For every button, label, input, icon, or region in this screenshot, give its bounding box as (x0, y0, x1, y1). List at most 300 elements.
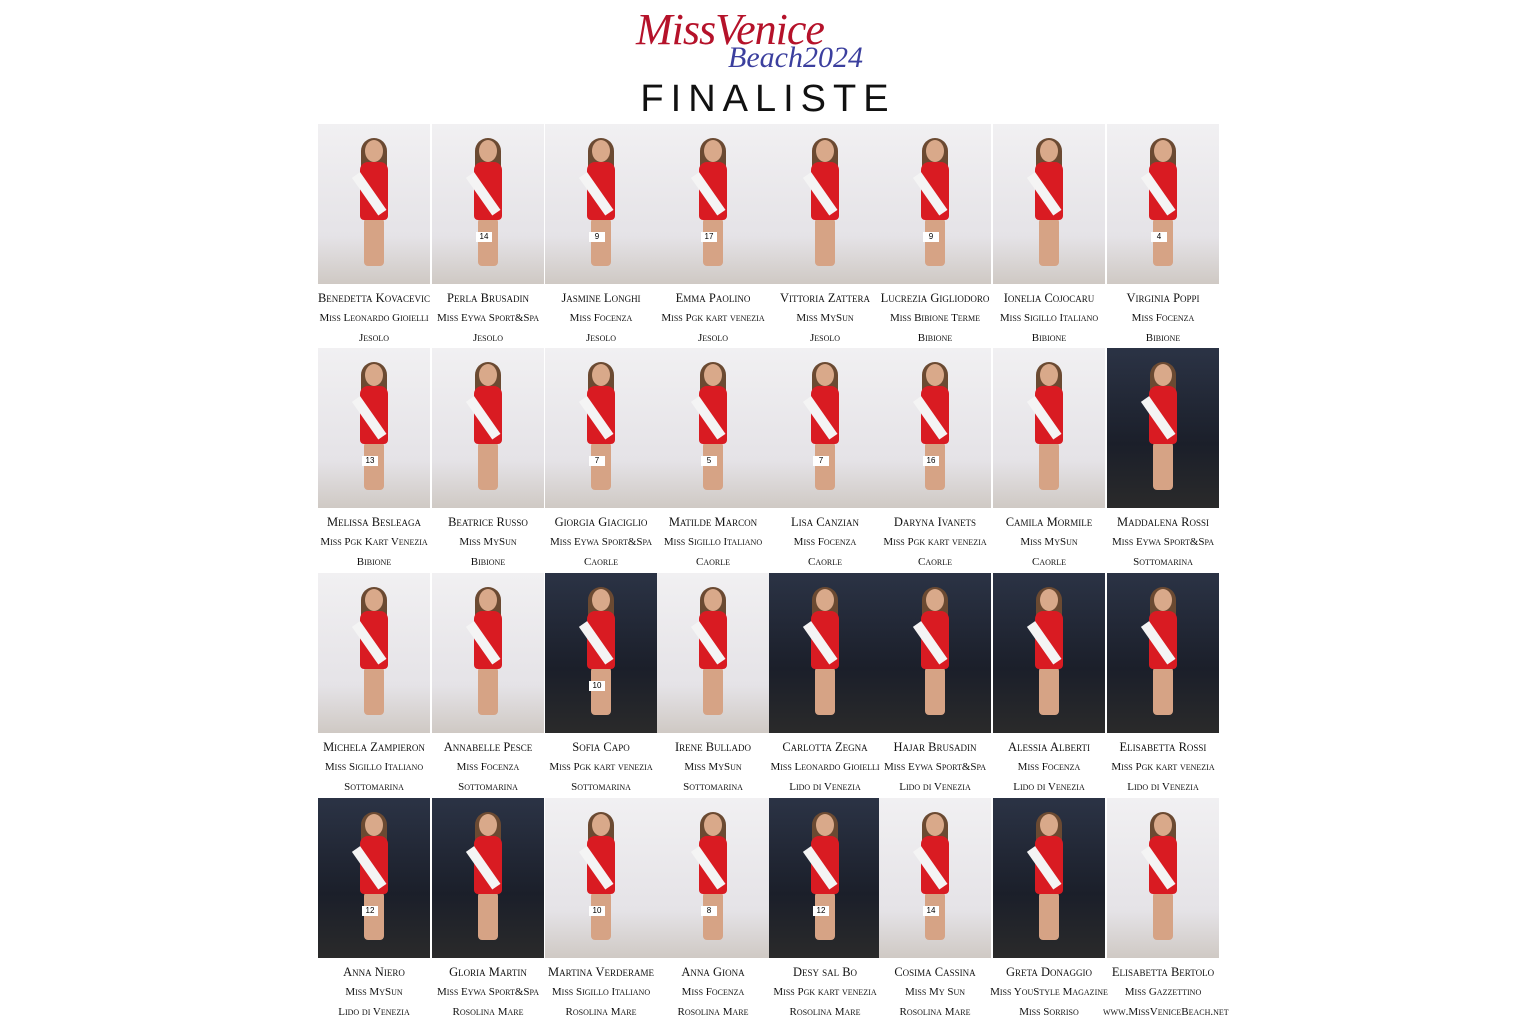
finalist-title: Miss MySun (345, 986, 403, 998)
finalist-card (879, 348, 992, 572)
finalist-place: Sottomarina (458, 781, 518, 793)
head-shape (1040, 140, 1058, 162)
finalists-row (318, 348, 1218, 572)
finalist-photo (318, 348, 430, 508)
finalist-photo (657, 798, 769, 958)
finalist-card (545, 124, 658, 348)
contestant-number: 4 (1151, 232, 1167, 242)
finalist-figure (583, 364, 619, 490)
finalist-photo (1107, 348, 1219, 508)
finalist-title: Miss Focenza (681, 986, 745, 998)
finalist-title: Miss Pgk kart venezia (1111, 761, 1215, 773)
finalist-name: Martina Verderame (548, 965, 654, 979)
finalists-row (318, 573, 1218, 797)
legs-shape (815, 218, 835, 266)
legs-shape (925, 218, 945, 266)
finalist-place: Sottomarina (1133, 556, 1193, 568)
finalist-card (1103, 798, 1229, 1022)
finalist-card (769, 573, 882, 797)
contestant-number: 7 (813, 456, 829, 466)
finalist-photo (657, 348, 769, 508)
head-shape (592, 364, 610, 386)
finalist-name: Beatrice Russo (448, 515, 528, 529)
finalist-name: Virginia Poppi (1126, 291, 1200, 305)
finalist-card (432, 348, 545, 572)
finalist-figure (470, 364, 506, 490)
finalist-name: Alessia Alberti (1008, 740, 1090, 754)
finalist-figure (917, 589, 953, 715)
finalist-place: Bibione (917, 332, 953, 344)
finalist-place: Caorle (1031, 556, 1066, 568)
finalist-name: Sofia Capo (572, 740, 630, 754)
finalist-title: Miss My Sun (904, 986, 966, 998)
finalist-title: Miss YouStyle Magazine (990, 986, 1108, 998)
finalist-photo (769, 348, 881, 508)
finalist-photo (879, 348, 991, 508)
finalist-photo (993, 348, 1105, 508)
finalist-title: Miss Eywa Sport&Spa (436, 312, 540, 324)
finalist-title: Miss Eywa Sport&Spa (436, 986, 540, 998)
finalist-title: Miss MySun (459, 536, 517, 548)
finalist-place: Jesolo (697, 332, 729, 344)
finalist-card (990, 798, 1108, 1022)
finalist-photo (769, 573, 881, 733)
finalist-figure (807, 140, 843, 266)
finalist-place: Bibione (1031, 332, 1067, 344)
finalist-title: Miss Eywa Sport&Spa (1111, 536, 1215, 548)
head-shape (926, 814, 944, 836)
finalist-name: Cosima Cassina (894, 965, 976, 979)
head-shape (1040, 589, 1058, 611)
finalist-place: Caorle (807, 556, 842, 568)
contestant-number: 16 (923, 456, 939, 466)
finalist-photo (432, 348, 544, 508)
legs-shape (1039, 442, 1059, 490)
finalist-card (545, 348, 658, 572)
finalist-photo (993, 124, 1105, 284)
page-title: FINALISTE (640, 78, 896, 120)
finalist-photo (1107, 573, 1219, 733)
finalist-figure (1145, 589, 1181, 715)
finalist-figure (1031, 589, 1067, 715)
finalist-place: Rosolina Mare (899, 1006, 971, 1018)
finalist-title: Miss Pgk kart venezia (549, 761, 653, 773)
finalist-place: Rosolina Mare (677, 1006, 749, 1018)
logo-main-text: MissVenice (636, 5, 824, 54)
finalist-name: Greta Donaggio (1006, 965, 1092, 979)
finalist-figure (583, 140, 619, 266)
finalist-figure (356, 140, 392, 266)
finalist-card (1107, 124, 1220, 348)
head-shape (816, 140, 834, 162)
finalist-card (879, 573, 992, 797)
contestant-number: 5 (701, 456, 717, 466)
finalist-caption (653, 512, 773, 572)
miss-venice-beach-logo (636, 6, 906, 76)
finalist-name: Daryna Ivanets (893, 515, 977, 529)
finalist-name: Annabelle Pesce (443, 740, 533, 754)
finalist-photo (657, 573, 769, 733)
contestant-number: 12 (813, 906, 829, 916)
finalist-place: Lido di Venezia (1013, 781, 1085, 793)
finalist-photo (318, 124, 430, 284)
finalist-caption (989, 962, 1109, 1022)
finalist-title: Miss Focenza (456, 761, 520, 773)
head-shape (365, 814, 383, 836)
finalist-place: Rosolina Mare (452, 1006, 524, 1018)
legs-shape (478, 667, 498, 715)
finalists-row (318, 798, 1229, 1022)
finalist-title: Miss Pgk Kart Venezia (320, 536, 428, 548)
finalist-place: Bibione (1145, 332, 1181, 344)
finalist-name: Maddalena Rossi (1116, 515, 1210, 529)
head-shape (592, 140, 610, 162)
finalist-name: Lisa Canzian (790, 515, 860, 529)
finalist-title: Miss Leonardo Gioielli (319, 312, 429, 324)
contestant-number: 8 (701, 906, 717, 916)
finalist-card (1107, 573, 1220, 797)
finalist-name: Michela Zampieron (323, 740, 425, 754)
legs-shape (703, 667, 723, 715)
finalists-row (318, 124, 1218, 348)
finalist-caption (653, 288, 773, 348)
finalist-name: Gloria Martin (449, 965, 527, 979)
finalist-place: Caorle (695, 556, 730, 568)
head-shape (1154, 364, 1172, 386)
legs-shape (364, 892, 384, 940)
finalist-title: Miss MySun (684, 761, 742, 773)
legs-shape (815, 442, 835, 490)
finalist-caption (1103, 288, 1223, 348)
finalist-card (993, 124, 1106, 348)
finalist-caption (875, 288, 995, 348)
finalist-caption (428, 288, 548, 348)
finalist-caption (989, 737, 1109, 797)
head-shape (479, 140, 497, 162)
legs-shape (1039, 218, 1059, 266)
finalist-place: Caorle (583, 556, 618, 568)
finalist-name: Perla Brusadin (447, 291, 529, 305)
legs-shape (925, 442, 945, 490)
finalist-name: Melissa Besleaga (326, 515, 422, 529)
finalist-place: Jesolo (585, 332, 617, 344)
finalist-card (432, 573, 545, 797)
head-shape (365, 589, 383, 611)
finalist-photo (1107, 124, 1219, 284)
legs-shape (925, 892, 945, 940)
finalist-title: Miss Pgk kart venezia (661, 312, 765, 324)
finalist-caption (989, 288, 1109, 348)
finalist-photo (545, 798, 657, 958)
head-shape (816, 589, 834, 611)
finalist-name: Emma Paolino (675, 291, 751, 305)
contestant-number: 13 (362, 456, 378, 466)
contestant-number: 7 (589, 456, 605, 466)
head-shape (365, 140, 383, 162)
finalist-caption (428, 962, 548, 1022)
finalist-photo (545, 348, 657, 508)
head-shape (704, 140, 722, 162)
finalist-title: Miss Eywa Sport&Spa (883, 761, 987, 773)
finalist-card (318, 348, 431, 572)
legs-shape (815, 892, 835, 940)
finalist-caption (541, 962, 661, 1022)
head-shape (1040, 364, 1058, 386)
finalist-figure (917, 814, 953, 940)
finalist-name: Jasmine Longhi (561, 291, 641, 305)
finalist-name: Hajar Brusadin (893, 740, 977, 754)
contestant-number: 17 (701, 232, 717, 242)
finalist-title: Miss Pgk kart venezia (773, 986, 877, 998)
contestant-number: 10 (589, 681, 605, 691)
finalist-photo (879, 798, 991, 958)
finalist-title: Miss Sigillo Italiano (551, 986, 651, 998)
finalist-title: Miss Sigillo Italiano (324, 761, 424, 773)
finalist-place: Sottomarina (683, 781, 743, 793)
head-shape (592, 814, 610, 836)
finalist-place: Lido di Venezia (899, 781, 971, 793)
finalist-card (432, 124, 545, 348)
finalist-place: Miss Sorriso (1019, 1006, 1079, 1018)
head-shape (365, 364, 383, 386)
finalist-card (318, 798, 431, 1022)
finalist-name: Desy sal Bo (792, 965, 858, 979)
legs-shape (478, 892, 498, 940)
finalist-photo (545, 124, 657, 284)
finalist-caption (653, 962, 773, 1022)
finalist-name: Anna Giona (681, 965, 745, 979)
finalist-figure (695, 589, 731, 715)
finalist-figure (807, 814, 843, 940)
legs-shape (1153, 892, 1173, 940)
finalist-title: Miss Gazzettino (1124, 986, 1202, 998)
contestant-number: 12 (362, 906, 378, 916)
legs-shape (478, 442, 498, 490)
finalist-title: Miss Focenza (1131, 312, 1195, 324)
finalist-title: Miss Focenza (1017, 761, 1081, 773)
finalist-card (657, 348, 770, 572)
finalist-caption (428, 512, 548, 572)
legs-shape (591, 667, 611, 715)
finalist-title: Miss Sigillo Italiano (663, 536, 763, 548)
head-shape (1154, 589, 1172, 611)
logo-sub-text: Beach2024 (728, 41, 863, 74)
finalist-caption (541, 288, 661, 348)
finalist-name: Ionelia Cojocaru (1003, 291, 1095, 305)
finalist-figure (583, 589, 619, 715)
finalist-place: Bibione (470, 556, 506, 568)
finalist-name: Anna Niero (343, 965, 405, 979)
head-shape (1154, 140, 1172, 162)
legs-shape (1153, 667, 1173, 715)
legs-shape (925, 667, 945, 715)
finalist-title: Miss Leonardo Gioielli (770, 761, 880, 773)
finalist-title: Miss Focenza (793, 536, 857, 548)
finalist-figure (356, 364, 392, 490)
finalist-figure (1145, 364, 1181, 490)
finalist-figure (807, 589, 843, 715)
finalist-photo (769, 798, 881, 958)
finalist-card (545, 798, 658, 1022)
finalist-place: Caorle (917, 556, 952, 568)
finalist-caption (1103, 512, 1223, 572)
finalist-caption (428, 737, 548, 797)
head-shape (816, 814, 834, 836)
finalist-place: Sottomarina (344, 781, 404, 793)
head-shape (479, 364, 497, 386)
finalist-title: Miss Sigillo Italiano (999, 312, 1099, 324)
finalist-figure (356, 814, 392, 940)
finalist-figure (695, 364, 731, 490)
head-shape (592, 589, 610, 611)
finalist-photo (657, 124, 769, 284)
finalist-figure (1031, 364, 1067, 490)
head-shape (926, 364, 944, 386)
finalist-card (769, 348, 882, 572)
finalist-photo (432, 573, 544, 733)
finalist-photo (879, 124, 991, 284)
head-shape (926, 140, 944, 162)
legs-shape (478, 218, 498, 266)
finalist-figure (356, 589, 392, 715)
legs-shape (815, 667, 835, 715)
finalist-place: Jesolo (472, 332, 504, 344)
finalist-caption (765, 962, 885, 1022)
finalist-card (545, 573, 658, 797)
finalist-name: Benedetta Kovacevic (317, 291, 431, 305)
head-shape (479, 589, 497, 611)
finalist-title: Miss Pgk kart venezia (883, 536, 987, 548)
legs-shape (703, 892, 723, 940)
legs-shape (1153, 442, 1173, 490)
finalist-place: Jesolo (809, 332, 841, 344)
legs-shape (1039, 892, 1059, 940)
finalist-card (657, 573, 770, 797)
legs-shape (364, 442, 384, 490)
finalist-caption (765, 512, 885, 572)
finalist-photo (432, 798, 544, 958)
finalist-card (432, 798, 545, 1022)
contestant-number: 9 (923, 232, 939, 242)
finalist-photo (993, 798, 1105, 958)
finalist-caption (1103, 737, 1223, 797)
finalist-place: Lido di Venezia (789, 781, 861, 793)
finalist-card (993, 348, 1106, 572)
finalist-figure (917, 140, 953, 266)
finalist-photo (318, 573, 430, 733)
finalist-card (993, 573, 1106, 797)
finalist-place: Lido di Venezia (338, 1006, 410, 1018)
head-shape (704, 364, 722, 386)
legs-shape (1153, 218, 1173, 266)
finalist-title: Miss MySun (796, 312, 854, 324)
finalist-figure (1145, 140, 1181, 266)
finalist-place: Bibione (356, 556, 392, 568)
head-shape (704, 814, 722, 836)
head-shape (704, 589, 722, 611)
legs-shape (703, 218, 723, 266)
finalist-caption (314, 737, 434, 797)
finalist-name: Matilde Marcon (668, 515, 758, 529)
finalist-name: Elisabetta Bertolo (1111, 965, 1215, 979)
finalist-title: Miss MySun (1020, 536, 1078, 548)
legs-shape (703, 442, 723, 490)
finalist-title: Miss Focenza (569, 312, 633, 324)
finalist-photo (879, 573, 991, 733)
finalist-place: Sottomarina (571, 781, 631, 793)
contestant-number: 14 (923, 906, 939, 916)
finalist-card (769, 798, 882, 1022)
finalist-caption (875, 962, 995, 1022)
finalist-place: Rosolina Mare (565, 1006, 637, 1018)
finalist-photo (993, 573, 1105, 733)
finalist-photo (318, 798, 430, 958)
finalist-caption (541, 512, 661, 572)
finalist-place: Rosolina Mare (789, 1006, 861, 1018)
finalist-figure (583, 814, 619, 940)
finalist-card (879, 798, 992, 1022)
head-shape (926, 589, 944, 611)
finalist-card (879, 124, 992, 348)
finalist-name: Vittoria Zattera (779, 291, 871, 305)
finalist-figure (807, 364, 843, 490)
finalist-photo (545, 573, 657, 733)
head-shape (1154, 814, 1172, 836)
finalist-name: Carlotta Zegna (782, 740, 868, 754)
finalist-figure (1031, 140, 1067, 266)
finalist-card (657, 798, 770, 1022)
contestant-number: 9 (589, 232, 605, 242)
finalist-card (657, 124, 770, 348)
contestant-number: 10 (589, 906, 605, 916)
head-shape (479, 814, 497, 836)
legs-shape (364, 667, 384, 715)
finalist-caption (989, 512, 1109, 572)
finalist-card (769, 124, 882, 348)
finalist-caption (1103, 962, 1229, 1022)
finalist-caption (765, 737, 885, 797)
page-header (0, 0, 1536, 122)
finalist-figure (470, 140, 506, 266)
legs-shape (364, 218, 384, 266)
finalist-photo (1107, 798, 1219, 958)
finalist-caption (541, 737, 661, 797)
finalist-caption (765, 288, 885, 348)
finalist-figure (470, 589, 506, 715)
finalist-figure (695, 814, 731, 940)
finalist-caption (314, 962, 434, 1022)
finalist-title: Miss Bibione Terme (889, 312, 981, 324)
finalist-place: Jesolo (358, 332, 390, 344)
finalist-caption (875, 737, 995, 797)
finalist-figure (917, 364, 953, 490)
head-shape (816, 364, 834, 386)
finalist-name: Elisabetta Rossi (1119, 740, 1207, 754)
finalist-title: Miss Eywa Sport&Spa (549, 536, 653, 548)
finalist-card (318, 573, 431, 797)
finalist-photo (432, 124, 544, 284)
finalist-card (1107, 348, 1220, 572)
finalist-name: Giorgia Giaciglio (554, 515, 648, 529)
finalist-name: Irene Bullado (674, 740, 752, 754)
finalist-caption (653, 737, 773, 797)
head-shape (1040, 814, 1058, 836)
contestant-number: 14 (476, 232, 492, 242)
finalist-figure (1145, 814, 1181, 940)
finalist-figure (695, 140, 731, 266)
finalist-figure (470, 814, 506, 940)
finalist-figure (1031, 814, 1067, 940)
